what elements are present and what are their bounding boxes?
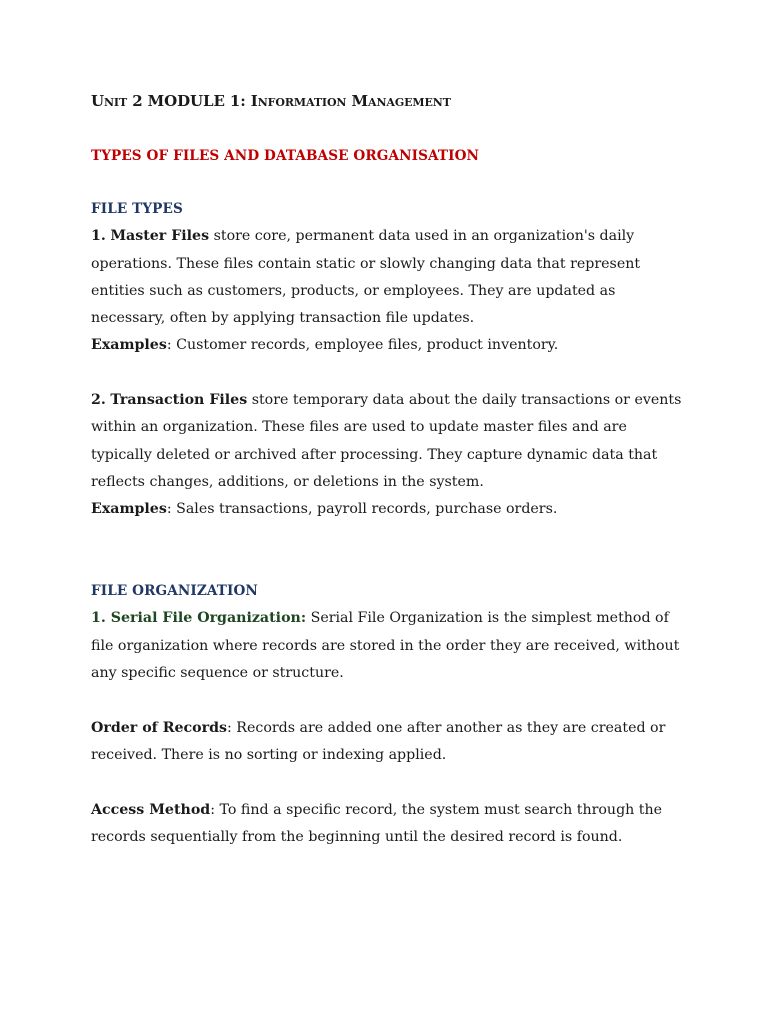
master-files-examples bbox=[91, 332, 691, 359]
file-organization-heading: FILE ORGANIZATION bbox=[91, 583, 258, 599]
order-of-records-section bbox=[91, 715, 691, 770]
serial-organization-term: 1. Serial File Organization: bbox=[91, 610, 307, 627]
examples-label: Examples bbox=[91, 501, 167, 518]
serial-organization-text: Serial File Organization is the simplest method of file organization where records are stored in the order they are received, without any specific sequence or structure. bbox=[91, 610, 680, 681]
transaction-files-term: Transaction Files bbox=[110, 392, 248, 408]
access-method-paragraph bbox=[91, 797, 691, 852]
access-method-section bbox=[91, 797, 691, 852]
master-files-number: 1. bbox=[91, 228, 106, 245]
file-types-section bbox=[91, 196, 691, 360]
transaction-files-number: 2. bbox=[91, 392, 106, 408]
file-types-heading: FILE TYPES bbox=[91, 201, 183, 217]
transaction-files-examples bbox=[91, 496, 691, 523]
order-of-records-label: Order of Records bbox=[91, 720, 228, 736]
serial-organization-paragraph bbox=[91, 605, 691, 687]
file-organization-section bbox=[91, 578, 691, 687]
examples-label: Examples bbox=[91, 337, 167, 354]
order-of-records-paragraph bbox=[91, 715, 691, 770]
master-files-term: Master Files bbox=[110, 228, 210, 245]
master-files-text: store core, permanent data used in an organization's daily operations. These files contain static or slowly changing data that represent entities such as customers, products, or employees. They are updated as necessary, often by applying transaction file updates. bbox=[91, 228, 641, 327]
examples-text: : Sales transactions, payroll records, purchase orders. bbox=[166, 501, 558, 518]
master-files-paragraph bbox=[91, 223, 691, 332]
examples-text: : Customer records, employee files, product inventory. bbox=[166, 337, 559, 354]
transaction-files-text: store temporary data about the daily transactions or events within an organization. These files are used to update master files and are typically deleted or archived after processing. They capture dynamic data that reflects changes, additions, or deletions in the system. bbox=[91, 392, 682, 490]
document-title: Unit 2 MODULE 1: Information Management bbox=[91, 92, 451, 110]
section-title: TYPES OF FILES AND DATABASE ORGANISATION bbox=[91, 148, 480, 164]
access-method-text: : To find a specific record, the system must search through the records sequentially from the beginning until the desired record is found. bbox=[91, 802, 663, 846]
transaction-files-paragraph bbox=[91, 387, 691, 496]
transaction-files-section bbox=[91, 387, 691, 523]
access-method-label: Access Method bbox=[91, 802, 211, 818]
order-of-records-text: : Records are added one after another as they are created or received. There is no sorting or indexing applied. bbox=[91, 720, 666, 764]
